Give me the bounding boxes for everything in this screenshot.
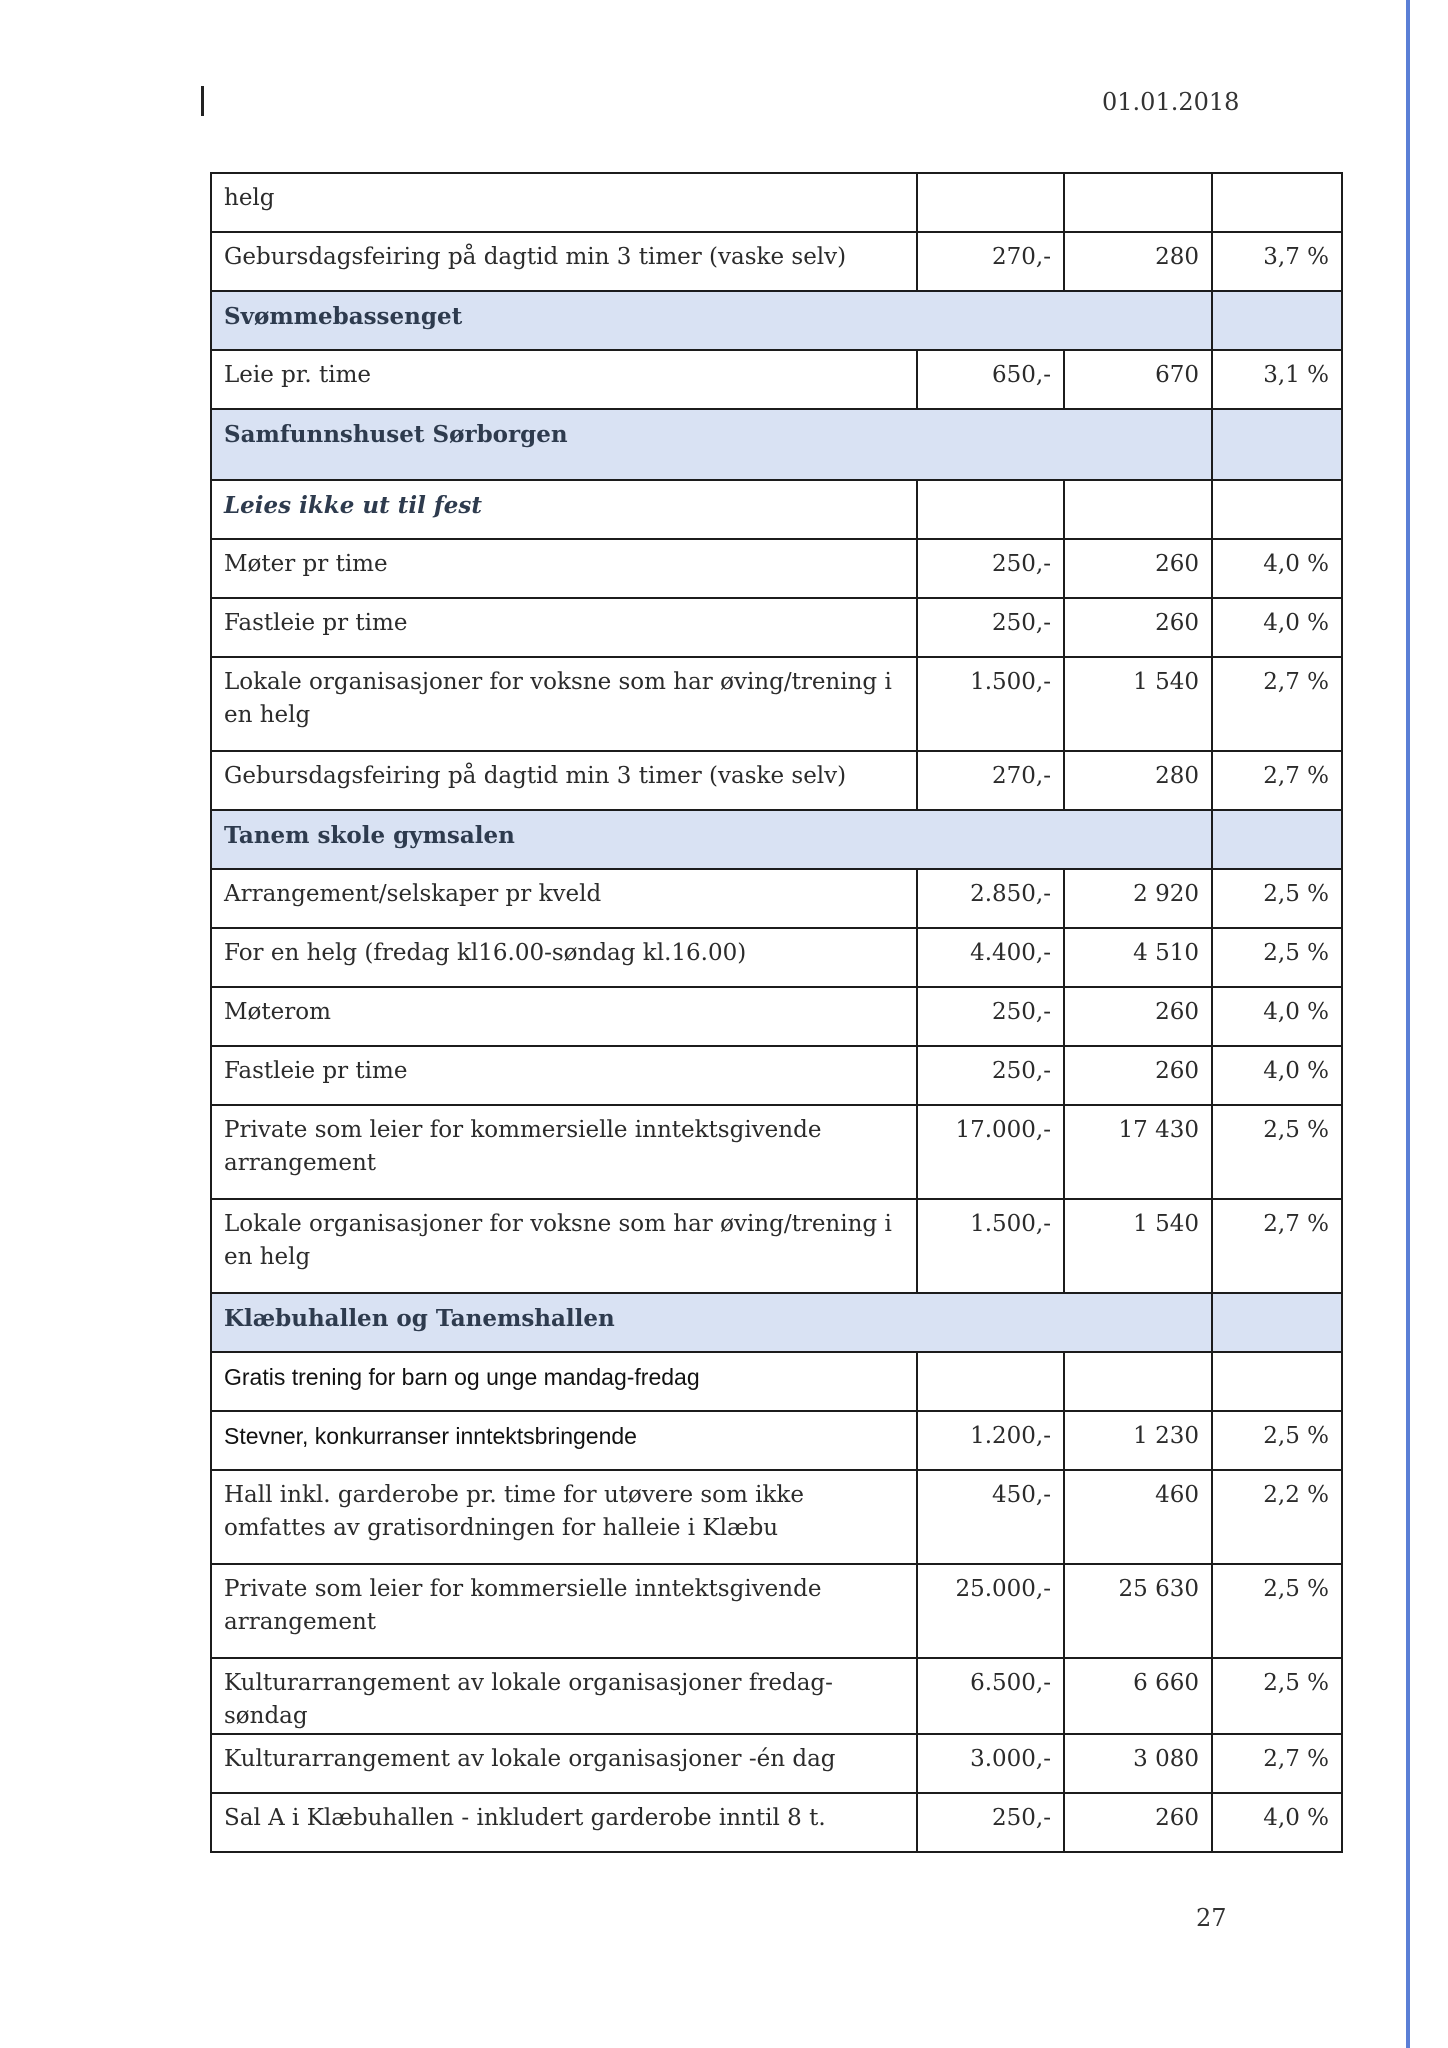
row-description: helg: [211, 173, 917, 232]
empty-cell: [1212, 291, 1342, 350]
row-description: Lokale organisasjoner for voksne som har øving/trening i en helg: [211, 657, 917, 751]
row-description: Stevner, konkurranser inntektsbringende: [211, 1411, 917, 1470]
price-2018: 2 920: [1064, 869, 1212, 928]
row-description: Private som leier for kommersielle inntektsgivende arrangement: [211, 1105, 917, 1199]
price-2018: 260: [1064, 1793, 1212, 1852]
row-description: Gebursdagsfeiring på dagtid min 3 timer (vaske selv): [211, 232, 917, 291]
price-2017: 2.850,-: [917, 869, 1064, 928]
change-percent: [1212, 173, 1342, 232]
price-2017: 6.500,-: [917, 1658, 1064, 1734]
price-2017: [917, 173, 1064, 232]
change-percent: 2,7 %: [1212, 751, 1342, 810]
price-2018: 1 540: [1064, 657, 1212, 751]
row-description: Leie pr. time: [211, 350, 917, 409]
row-description: Arrangement/selskaper pr kveld: [211, 869, 917, 928]
row-description: Møter pr time: [211, 539, 917, 598]
table-row: [211, 1411, 1342, 1470]
price-2017: 250,-: [917, 987, 1064, 1046]
fee-table-body: [211, 173, 1342, 1852]
row-description: Sal A i Klæbuhallen - inkludert garderobe inntil 8 t.: [211, 1793, 917, 1852]
table-row: [211, 657, 1342, 751]
price-2018: 25 630: [1064, 1564, 1212, 1658]
price-2017: 250,-: [917, 1793, 1064, 1852]
row-description: Fastleie pr time: [211, 598, 917, 657]
price-2018: [1064, 1352, 1212, 1411]
table-row: [211, 1105, 1342, 1199]
change-percent: 4,0 %: [1212, 539, 1342, 598]
price-2017: 270,-: [917, 232, 1064, 291]
empty-cell: [1212, 810, 1342, 869]
table-row: [211, 751, 1342, 810]
table-row: [211, 173, 1342, 232]
change-percent: 2,5 %: [1212, 869, 1342, 928]
row-description: For en helg (fredag kl16.00-søndag kl.16.00): [211, 928, 917, 987]
section-title: Tanem skole gymsalen: [211, 810, 1212, 869]
table-row: [211, 598, 1342, 657]
change-percent: [1212, 1352, 1342, 1411]
section-header-row: [211, 409, 1342, 480]
row-description: Leies ikke ut til fest: [211, 480, 917, 539]
change-percent: 2,7 %: [1212, 1734, 1342, 1793]
change-percent: 2,2 %: [1212, 1470, 1342, 1564]
price-2017: 250,-: [917, 539, 1064, 598]
row-description: Gratis trening for barn og unge mandag-fredag: [211, 1352, 917, 1411]
price-2018: 670: [1064, 350, 1212, 409]
price-2018: 260: [1064, 598, 1212, 657]
change-percent: 4,0 %: [1212, 1046, 1342, 1105]
section-title: Svømmebassenget: [211, 291, 1212, 350]
price-2018: 260: [1064, 539, 1212, 598]
price-2017: 1.500,-: [917, 1199, 1064, 1293]
change-percent: 2,5 %: [1212, 1411, 1342, 1470]
price-2018: [1064, 480, 1212, 539]
table-row: [211, 1470, 1342, 1564]
section-header-row: [211, 810, 1342, 869]
price-2017: 17.000,-: [917, 1105, 1064, 1199]
change-percent: 4,0 %: [1212, 598, 1342, 657]
table-row: [211, 1658, 1342, 1734]
price-2018: 260: [1064, 987, 1212, 1046]
price-2017: [917, 480, 1064, 539]
table-row: [211, 1793, 1342, 1852]
change-percent: 2,5 %: [1212, 1564, 1342, 1658]
section-header-row: [211, 291, 1342, 350]
price-2018: 280: [1064, 751, 1212, 810]
price-2017: 1.200,-: [917, 1411, 1064, 1470]
table-row: [211, 1564, 1342, 1658]
price-2018: [1064, 173, 1212, 232]
price-2018: 1 230: [1064, 1411, 1212, 1470]
row-description: Kulturarrangement av lokale organisasjoner fredag-søndag: [211, 1658, 917, 1734]
change-percent: 2,7 %: [1212, 1199, 1342, 1293]
header-date: 01.01.2018: [1102, 88, 1240, 116]
change-percent: 2,5 %: [1212, 928, 1342, 987]
row-description: Kulturarrangement av lokale organisasjoner -én dag: [211, 1734, 917, 1793]
change-percent: 3,1 %: [1212, 350, 1342, 409]
change-percent: [1212, 480, 1342, 539]
empty-cell: [1212, 1293, 1342, 1352]
table-row: [211, 1046, 1342, 1105]
price-2017: 250,-: [917, 1046, 1064, 1105]
row-description: Private som leier for kommersielle inntektsgivende arrangement: [211, 1564, 917, 1658]
row-description: Fastleie pr time: [211, 1046, 917, 1105]
change-percent: 3,7 %: [1212, 232, 1342, 291]
table-row: [211, 1199, 1342, 1293]
price-2017: 250,-: [917, 598, 1064, 657]
table-row: [211, 232, 1342, 291]
table-row: [211, 1352, 1342, 1411]
fee-table: [210, 172, 1343, 1853]
table-row: [211, 869, 1342, 928]
row-description: Lokale organisasjoner for voksne som har øving/trening i en helg: [211, 1199, 917, 1293]
price-2018: 6 660: [1064, 1658, 1212, 1734]
price-2018: 1 540: [1064, 1199, 1212, 1293]
price-2017: 450,-: [917, 1470, 1064, 1564]
row-description: Møterom: [211, 987, 917, 1046]
table-row: [211, 350, 1342, 409]
change-percent: 2,5 %: [1212, 1658, 1342, 1734]
price-2017: 4.400,-: [917, 928, 1064, 987]
section-title: Klæbuhallen og Tanemshallen: [211, 1293, 1212, 1352]
price-2017: 1.500,-: [917, 657, 1064, 751]
price-2017: 25.000,-: [917, 1564, 1064, 1658]
header-vertical-mark: [201, 86, 204, 116]
price-2018: 460: [1064, 1470, 1212, 1564]
empty-cell: [1212, 409, 1342, 480]
price-2018: 17 430: [1064, 1105, 1212, 1199]
page-number: 27: [1196, 1904, 1227, 1932]
price-2017: [917, 1352, 1064, 1411]
table-row: [211, 1734, 1342, 1793]
change-percent: 2,5 %: [1212, 1105, 1342, 1199]
change-percent: 4,0 %: [1212, 987, 1342, 1046]
price-2017: 270,-: [917, 751, 1064, 810]
table-row: [211, 539, 1342, 598]
price-2018: 260: [1064, 1046, 1212, 1105]
row-description: Hall inkl. garderobe pr. time for utøvere som ikke omfattes av gratisordningen for halleie i Klæbu: [211, 1470, 917, 1564]
price-2018: 4 510: [1064, 928, 1212, 987]
table-row: [211, 480, 1342, 539]
table-row: [211, 987, 1342, 1046]
table-row: [211, 928, 1342, 987]
page-edge-rule: [1406, 0, 1410, 2048]
price-2018: 280: [1064, 232, 1212, 291]
change-percent: 4,0 %: [1212, 1793, 1342, 1852]
price-2017: 3.000,-: [917, 1734, 1064, 1793]
row-description: Gebursdagsfeiring på dagtid min 3 timer (vaske selv): [211, 751, 917, 810]
price-2017: 650,-: [917, 350, 1064, 409]
change-percent: 2,7 %: [1212, 657, 1342, 751]
section-title: Samfunnshuset Sørborgen: [211, 409, 1212, 480]
price-2018: 3 080: [1064, 1734, 1212, 1793]
section-header-row: [211, 1293, 1342, 1352]
